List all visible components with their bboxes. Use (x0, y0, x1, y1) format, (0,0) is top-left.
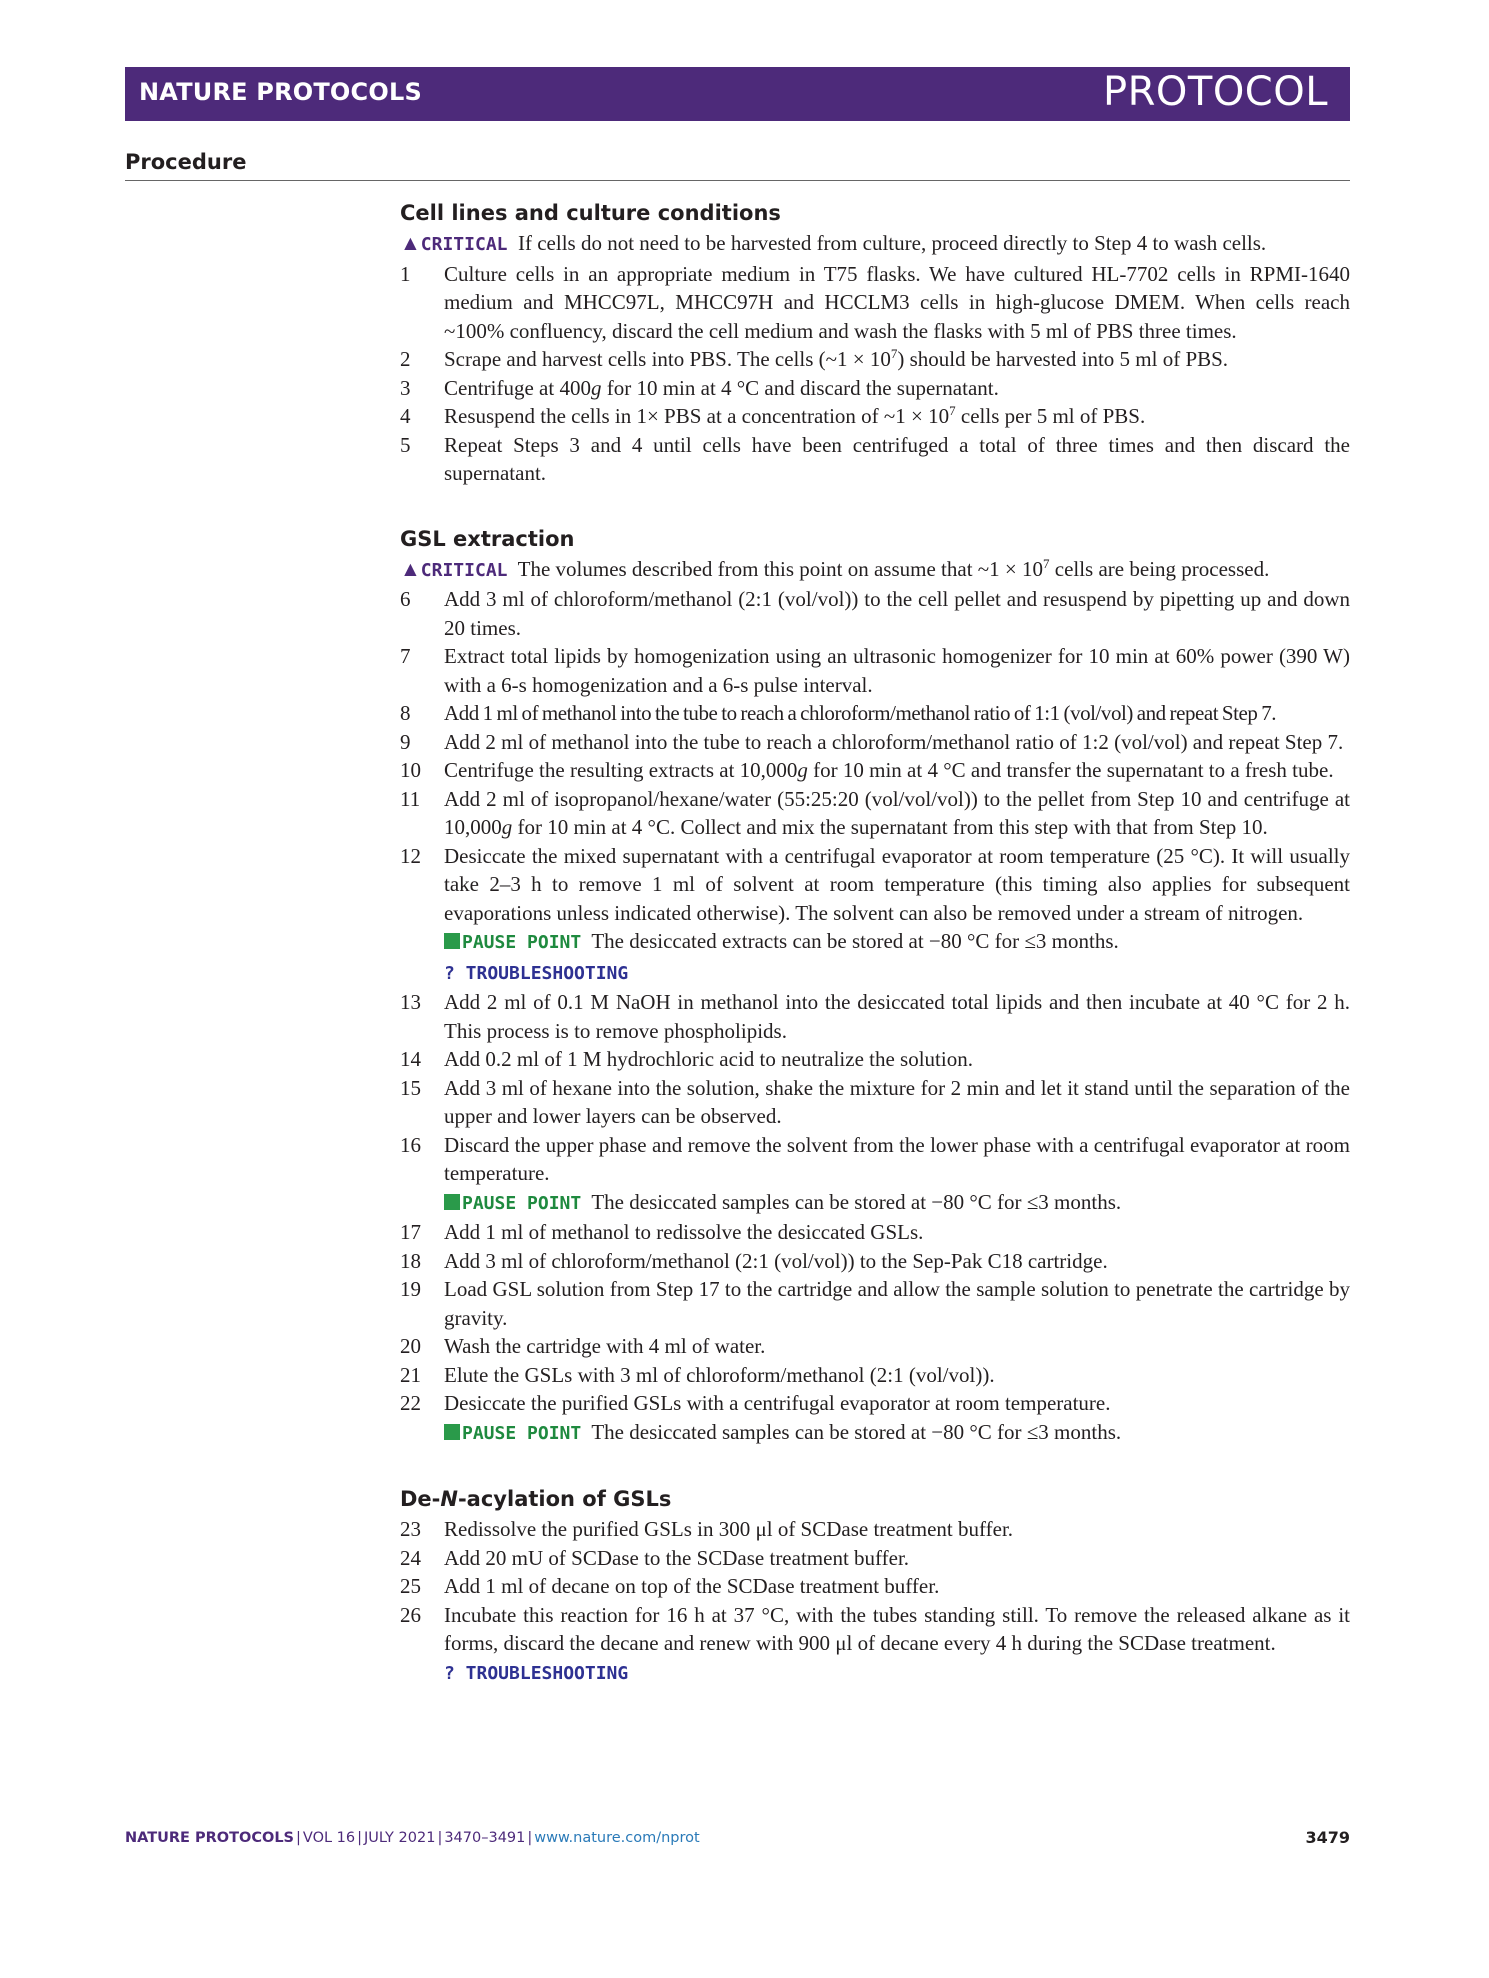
pause-square-icon (444, 933, 460, 949)
footer: NATURE PROTOCOLS | VOL 16 | JULY 2021 | 3470–3491 | www.nature.com/nprot (125, 1830, 700, 1846)
pause-point: PAUSE POINT The desiccated samples can be stored at −80 °C for ≤3 months. (444, 1418, 1350, 1449)
journal-name: NATURE PROTOCOLS (139, 78, 422, 106)
step-25: 25 Add 1 ml of decane on top of the SCDase treatment buffer. (400, 1574, 940, 1598)
footer-pages: 3470–3491 (444, 1830, 526, 1846)
article-type: PROTOCOL (1102, 69, 1328, 115)
step-8: 8 Add 1 ml of methanol into the tube to reach a chloroform/methanol ratio of 1:1 (vol/vol) and repeat Step 7. (400, 701, 1277, 725)
section-title-cell-lines: Cell lines and culture conditions (400, 201, 781, 225)
troubleshooting-link[interactable]: ? TROUBLESHOOTING (444, 962, 629, 984)
step-23: 23 Redissolve the purified GSLs in 300 μl of SCDase treatment buffer. (400, 1517, 1014, 1541)
footer-date: JULY 2021 (364, 1830, 436, 1846)
step-19: 19 Load GSL solution from Step 17 to the cartridge and allow the sample solution to penetrate the cartridge by gravity. (400, 1277, 1350, 1330)
triangle-icon: ▲ (400, 231, 421, 255)
step-24: 24 Add 20 mU of SCDase to the SCDase treatment buffer. (400, 1545, 910, 1570)
step-16: 16 Discard the upper phase and remove the solvent from the lower phase with a centrifugal evaporator at room temperature. (400, 1132, 1350, 1185)
procedure-content (400, 198, 1350, 1688)
step-14: 14 Add 0.2 ml of 1 M hydrochloric acid to neutralize the solution. (400, 1047, 973, 1071)
page-number: 3479 (1305, 1828, 1350, 1847)
step-2: 2 Scrape and harvest cells into PBS. The cells (~1 × $10^7$) should be harvested into 5 ml of PBS. (400, 346, 1229, 371)
procedure-heading: Procedure (125, 150, 247, 174)
section-title-de-n-acylation: De-N-acylation of GSLs (400, 1487, 672, 1511)
step-26: 26 Incubate this reaction for 16 h at 37 °C, with the tubes standing still. To remove the released alkane as it forms, discard the decane and renew with 900 μl of decane every 4 h during the SCDase treatment. (400, 1602, 1350, 1655)
critical-note (400, 229, 1350, 260)
critical-label: CRITICAL (420, 234, 508, 255)
step-6: 6 Add 3 ml of chloroform/methanol (2:1 (vol/vol)) to the cell pellet and resuspend by pipetting up and down 20 times. (400, 587, 1350, 640)
step-1: 1 Culture cells in an appropriate medium in T75 flasks. We have cultured HL-7702 cells in RPMI-1640 medium and MHCC97L, MHCC97H and HCCLM3 cells in high-glucose DMEM. When cells reach ~100% confluency, discard the cell medium and wash the flasks with 5 ml of PBS three times. (400, 261, 1350, 343)
pause-square-icon (444, 1194, 460, 1210)
triangle-icon: ▲ (400, 556, 421, 581)
step-22: 22 Desiccate the purified GSLs with a centrifugal evaporator at room temperature. (400, 1391, 1111, 1415)
critical-note: ▲CRITICAL The volumes described from this point on assume that ~1 × $10^7$ cells are being processed. (400, 555, 1270, 581)
step-7: 7 Extract total lipids by homogenization using an ultrasonic homogenizer for 10 min at 60% power (390 W) with a 6-s homogenization and a 6-s pulse interval. (400, 644, 1350, 697)
critical-label: CRITICAL (420, 559, 508, 581)
footer-journal: NATURE PROTOCOLS (125, 1830, 295, 1846)
pause-point: PAUSE POINT The desiccated extracts can be stored at −80 °C for ≤3 months. (444, 927, 1350, 958)
footer-url-link[interactable]: www.nature.com/nprot (534, 1830, 700, 1846)
step-15: 15 Add 3 ml of hexane into the solution, shake the mixture for 2 min and let it stand until the separation of the upper and lower layers can be observed. (400, 1075, 1350, 1128)
step-12: 12 Desiccate the mixed supernatant with a centrifugal evaporator at room temperature (25 °C). It will usually take 2–3 h to remove 1 ml of solvent at room temperature (this timing also applies for subsequent evaporations unless indicated otherwise). The solvent can also be removed under a stream of nitrogen. (400, 843, 1350, 925)
step-5: 5 Repeat Steps 3 and 4 until cells have been centrifuged a total of three times and then discard the supernatant. (400, 432, 1350, 485)
pause-square-icon (444, 1424, 460, 1440)
critical-text: If cells do not need to be harvested from culture, proceed directly to Step 4 to wash cells. (518, 231, 1267, 255)
step-18: 18 Add 3 ml of chloroform/methanol (2:1 (vol/vol)) to the Sep-Pak C18 cartridge. (400, 1248, 1108, 1273)
troubleshooting-link[interactable]: ? TROUBLESHOOTING (444, 1662, 629, 1684)
pause-point: PAUSE POINT The desiccated samples can be stored at −80 °C for ≤3 months. (444, 1188, 1350, 1219)
header-banner (125, 67, 1350, 121)
step-17: 17 Add 1 ml of methanol to redissolve the desiccated GSLs. (400, 1220, 924, 1244)
step-10: 10 Centrifuge the resulting extracts at 10,000g for 10 min at 4 °C and transfer the supernatant to a fresh tube. (400, 758, 1334, 782)
divider (125, 180, 1350, 181)
step-4: 4 Resuspend the cells in 1× PBS at a concentration of ~1 × $10^7$ cells per 5 ml of PBS. (400, 403, 1146, 428)
footer-volume: VOL 16 (302, 1830, 356, 1846)
step-9: 9 Add 2 ml of methanol into the tube to reach a chloroform/methanol ratio of 1:2 (vol/vol) and repeat Step 7. (400, 729, 1344, 754)
step-21: 21 Elute the GSLs with 3 ml of chloroform/methanol (2:1 (vol/vol)). (400, 1362, 995, 1387)
step-13: 13 Add 2 ml of 0.1 M NaOH in methanol into the desiccated total lipids and then incubate at 40 °C for 2 h. This process is to remove phospholipids. (400, 990, 1350, 1043)
step-3: 3 Centrifuge at 400g for 10 min at 4 °C and discard the supernatant. (400, 375, 999, 400)
section-title-gsl-extraction: GSL extraction (400, 526, 575, 551)
step-11: 11 Add 2 ml of isopropanol/hexane/water (55:25:20 (vol/vol/vol)) to the pellet from Step 10 and centrifuge at 10,000g for 10 min at 4 °C. Collect and mix the supernatant from this step with that from Step 10. (400, 786, 1350, 839)
step-20: 20 Wash the cartridge with 4 ml of water. (400, 1334, 766, 1358)
